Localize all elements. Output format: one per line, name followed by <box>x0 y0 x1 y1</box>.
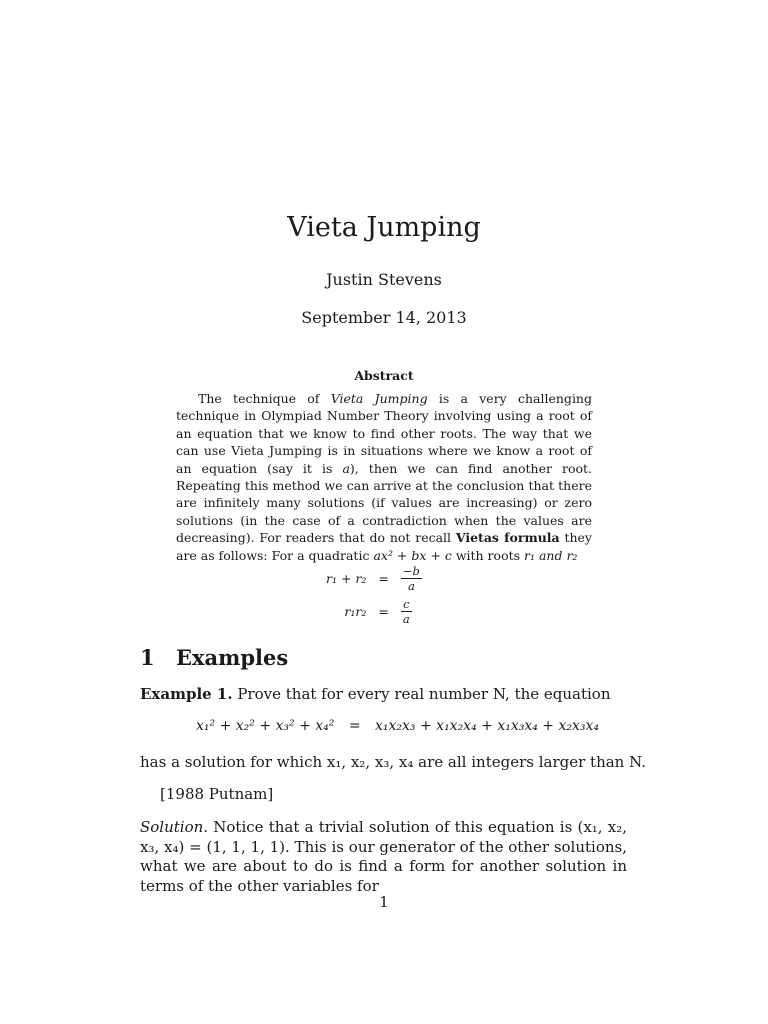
abstract-text <box>176 390 592 564</box>
abstract-variable: a <box>342 460 350 476</box>
paper-date: September 14, 2013 <box>301 308 467 327</box>
equation-lhs: x₁² + x₂² + x₃² + x₄² <box>196 718 335 734</box>
section-title: Examples <box>176 645 289 670</box>
vieta-equation-row <box>320 562 428 595</box>
solution-text: Notice that a trivial solution of this equation is (x₁, x₂, x₃, x₄) = (1, 1, 1, 1). This is our generator of the other solutions, what we are about to do is find a form for another solution in terms of the other variables for <box>140 818 627 895</box>
fraction <box>401 564 422 593</box>
example-text: Prove that for every real number N, the equation <box>232 685 611 703</box>
section-heading <box>140 645 288 670</box>
equals-sign: = <box>378 571 389 586</box>
abstract-text-part: ), then we can find another root. Repeating this method we can arrive at the conclusion that there are infinitely many solutions (if values are increasing) or zero solutions (in the case of a contradiction when the values are decreasing). For readers that do not recall <box>176 460 593 546</box>
equation-rhs <box>395 595 428 628</box>
example-label: Example 1. <box>140 685 233 703</box>
paper-author: Justin Stevens <box>326 270 442 289</box>
denominator: a <box>402 612 410 626</box>
abstract-heading: Abstract <box>354 368 414 383</box>
equation-rhs: x₁x₂x₃ + x₁x₂x₄ + x₁x₃x₄ + x₂x₃x₄ <box>375 718 600 734</box>
denominator: a <box>407 579 415 593</box>
abstract-roots: r₁ and r₂ <box>524 547 578 563</box>
equation-lhs: r₁ + r₂ <box>326 571 367 586</box>
paper-title: Vieta Jumping <box>287 212 481 243</box>
page-number: 1 <box>379 893 389 911</box>
example-continuation: has a solution for which x₁, x₂, x₃, x₄ are all integers larger than N. <box>140 753 647 771</box>
section-number: 1 <box>140 645 155 670</box>
equals-sign: = <box>378 604 389 619</box>
equation-lhs: r₁r₂ <box>344 604 367 619</box>
equals-sign: = <box>348 718 361 734</box>
abstract-text-part: The technique of <box>198 391 331 406</box>
abstract-bold-term: Vietas formula <box>455 530 560 546</box>
abstract-text-part: is a very challenging technique in Olympiad Number Theory involving using a root of an equation that we know to find other roots. The way that we can use Vieta Jumping is in situations where we know a root of an equation (say it is <box>176 391 592 476</box>
display-equation <box>196 718 599 734</box>
vieta-equation-row <box>320 595 428 628</box>
problem-source: [1988 Putnam] <box>160 785 274 803</box>
solution-label: Solution. <box>140 818 209 836</box>
abstract-text-part: they are as follows: For a quadratic <box>176 530 592 563</box>
equation-rhs <box>395 562 428 595</box>
abstract-text-part: with roots <box>451 547 524 563</box>
solution-paragraph <box>140 818 627 896</box>
abstract-term: Vieta Jumping <box>330 391 428 406</box>
abstract-quadratic: ax² + bx + c <box>373 547 452 563</box>
numerator: c <box>401 597 412 612</box>
numerator: −b <box>402 564 420 578</box>
fraction <box>401 597 412 626</box>
example-statement <box>140 685 611 703</box>
vieta-formula-block <box>320 562 428 628</box>
